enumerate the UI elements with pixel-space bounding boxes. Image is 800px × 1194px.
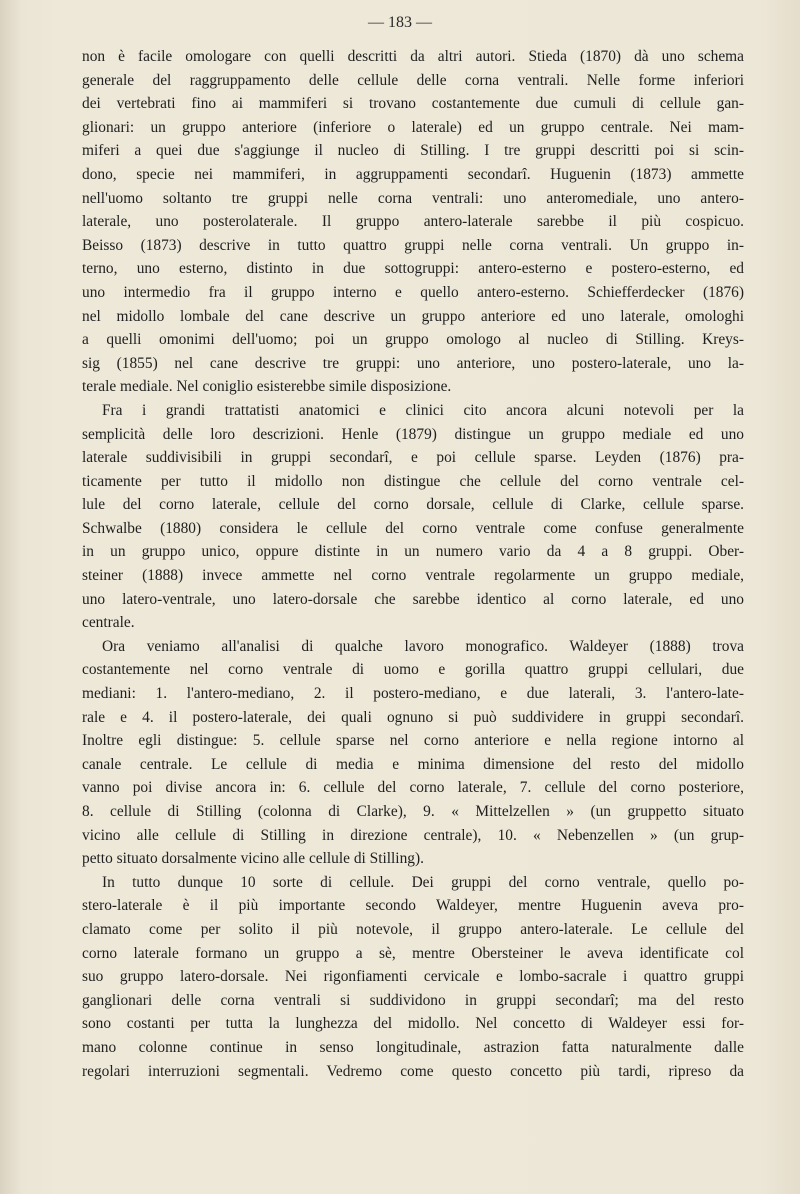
- text-line: miferi a quei due s'aggiunge il nucleo di Stilling. I tre gruppi descritti poi si scin-: [82, 142, 744, 160]
- text-line: stero-laterale è il più importante secondo Waldeyer, mentre Huguenin aveva pro-: [82, 897, 744, 915]
- text-line: ticamente per tutto il midollo non distingue che cellule del corno ventrale cel-: [82, 472, 744, 490]
- text-line: canale centrale. Le cellule di media e minima dimensione del resto del midollo: [82, 755, 744, 773]
- body-text: [82, 45, 744, 1083]
- text-line: Inoltre egli distingue: 5. cellule sparse nel corno anteriore e nella regione intorno al: [82, 732, 744, 750]
- text-line: dono, specie nei mammiferi, in aggruppamenti secondarî. Huguenin (1873) ammette: [82, 165, 744, 183]
- text-line: dei vertebrati fino ai mammiferi si trovano costantemente due cumuli di cellule gan-: [82, 95, 744, 113]
- text-line: ganglionari delle corna ventrali si suddividono in gruppi secondarî; ma del resto: [82, 991, 744, 1009]
- text-line: sig (1855) nel cane descrive tre gruppi: uno anteriore, uno postero-laterale, uno la-: [82, 354, 744, 372]
- text-line: suo gruppo latero-dorsale. Nei rigonfiamenti cervicale e lombo-sacrale i quattro gruppi: [82, 968, 744, 986]
- text-line: petto situato dorsalmente vicino alle cellule di Stilling).: [82, 850, 424, 868]
- text-line: centrale.: [82, 614, 135, 632]
- text-line: sono costanti per tutta la lunghezza del midollo. Nel concetto di Waldeyer essi for-: [82, 1015, 744, 1033]
- text-line: non è facile omologare con quelli descritti da altri autori. Stieda (1870) dà uno schema: [82, 48, 744, 65]
- text-line: in un gruppo unico, oppure distinte in un numero vario da 4 a 8 gruppi. Ober-: [82, 543, 744, 561]
- text-line: nell'uomo soltanto tre gruppi nelle corna ventrali: uno anteromediale, uno antero-: [82, 189, 744, 207]
- text-line: regolari interruzioni segmentali. Vedremo come questo concetto più tardi, ripreso da: [82, 1062, 744, 1080]
- text-line: terno, uno esterno, distinto in due sottogruppi: antero-esterno e postero-esterno, ed: [82, 260, 744, 278]
- text-line: vanno poi divise ancora in: 6. cellule del corno laterale, 7. cellule del corno posteriore,: [82, 779, 744, 797]
- text-line: rale e 4. il postero-laterale, dei quali ognuno si può suddividere in gruppi secondarî.: [82, 708, 744, 726]
- text-line: Beisso (1873) descrive in tutto quattro gruppi nelle corna ventrali. Un gruppo in-: [82, 236, 744, 254]
- text-line: Fra i grandi trattatisti anatomici e clinici cito ancora alcuni notevoli per la: [102, 401, 744, 419]
- text-line: glionari: un gruppo anteriore (inferiore o laterale) ed un gruppo centrale. Nei mam-: [82, 118, 744, 136]
- text-line: mano colonne continue in senso longitudinale, astrazion fatta naturalmente dalle: [82, 1038, 744, 1056]
- text-line: semplicità delle loro descrizioni. Henle (1879) distingue un gruppo mediale ed uno: [82, 425, 744, 443]
- text-line: uno intermedio fra il gruppo interno e quello antero-esterno. Schiefferdecker (1876): [82, 283, 744, 301]
- text-line: costantemente nel corno ventrale di uomo e gorilla quattro gruppi cellulari, due: [82, 661, 744, 679]
- text-line: clamato come per solito il più notevole, il gruppo antero-laterale. Le cellule del: [82, 920, 744, 938]
- text-line: terale mediale. Nel coniglio esisterebbe simile disposizione.: [82, 378, 452, 396]
- text-line: nel midollo lombale del cane descrive un gruppo anteriore ed uno laterale, omologhi: [82, 307, 744, 325]
- text-line: Ora veniamo all'analisi di qualche lavoro monografico. Waldeyer (1888) trova: [102, 637, 744, 655]
- text-line: laterale suddivisibili in gruppi secondarî, e poi cellule sparse. Leyden (1876) pra-: [82, 449, 744, 467]
- text-line: vicino alle cellule di Stilling in direzione centrale), 10. « Nebenzellen » (un grup-: [82, 826, 744, 844]
- text-line: In tutto dunque 10 sorte di cellule. Dei gruppi del corno ventrale, quello po-: [102, 873, 744, 891]
- text-line: mediani: 1. l'antero-mediano, 2. il postero-mediano, e due laterali, 3. l'antero-late-: [82, 685, 744, 703]
- text-line: steiner (1888) invece ammette nel corno ventrale regolarmente un gruppo mediale,: [82, 567, 744, 585]
- text-line: Schwalbe (1880) considera le cellule del corno ventrale come confuse generalmente: [82, 519, 744, 537]
- text-line: 8. cellule di Stilling (colonna di Clarke), 9. « Mittelzellen » (un gruppetto situato: [82, 803, 744, 820]
- text-line: a quelli omonimi dell'uomo; poi un gruppo omologo al nucleo di Stilling. Kreys-: [82, 331, 744, 349]
- text-line: generale del raggruppamento delle cellule delle corna ventrali. Nelle forme inferiori: [82, 71, 744, 89]
- page-number: — 183 —: [368, 14, 432, 31]
- text-line: uno latero-ventrale, uno latero-dorsale che sarebbe identico al corno laterale, ed uno: [82, 590, 744, 608]
- text-line: laterale, uno posterolaterale. Il gruppo antero-laterale sarebbe il più cospicuo.: [82, 213, 744, 231]
- text-line: lule del corno laterale, cellule del corno dorsale, cellule di Clarke, cellule sparse.: [82, 496, 744, 514]
- text-line: corno laterale formano un gruppo a sè, mentre Obersteiner le aveva identificate col: [82, 944, 744, 962]
